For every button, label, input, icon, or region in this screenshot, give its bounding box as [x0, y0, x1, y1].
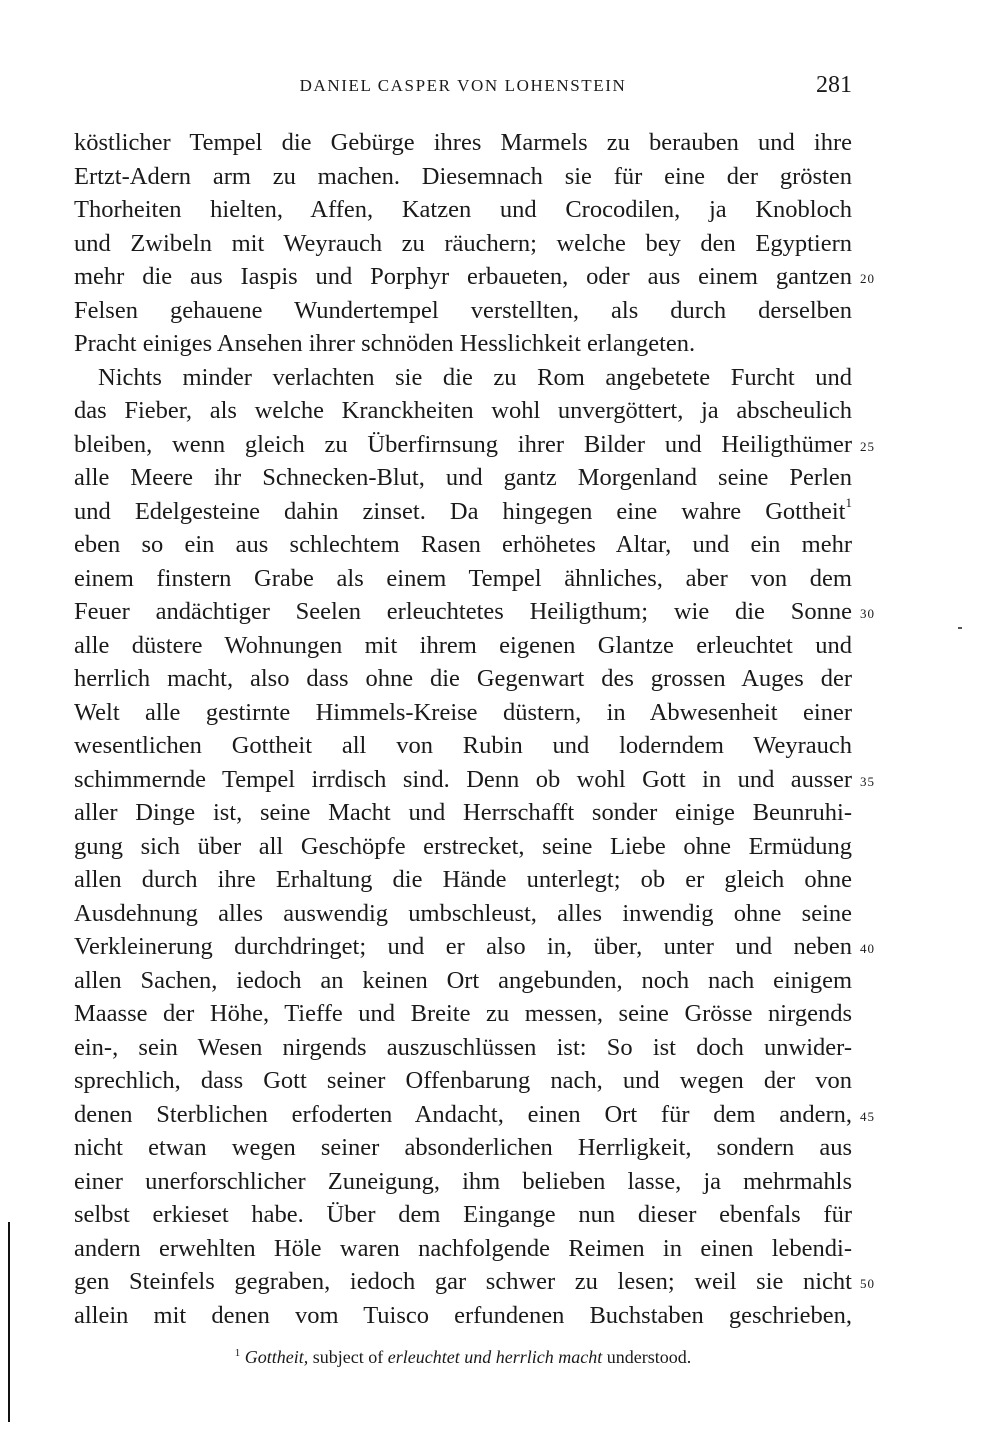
text-line: [74, 528, 852, 562]
line-text: mehr die aus Iaspis und Porphyr erbaueten, oder aus einem gantzen: [74, 263, 852, 290]
text-line: [74, 729, 852, 763]
text-line: [74, 260, 875, 294]
line-text: Pracht einiges Ansehen ihrer schnöden Hesslichkeit erlangeten.: [74, 330, 696, 357]
line-text: herrlich macht, also dass ohne die Gegenwart des grossen Auges der: [74, 665, 852, 692]
text-line: [74, 1131, 852, 1165]
line-text: allen Sachen, iedoch an keinen Ort angebunden, noch nach einigem: [74, 966, 852, 994]
text-line: [74, 1098, 875, 1132]
line-text: selbst erkieset habe. Über dem Eingange nun dieser ebenfals für: [74, 1201, 852, 1228]
footnote-word: Gottheit,: [244, 1347, 309, 1367]
text-line: [74, 1198, 852, 1232]
footnote-mark: 1: [234, 1347, 241, 1359]
line-text: köstlicher Tempel die Gebürge ihres Marmels zu berauben und ihre: [74, 129, 852, 156]
line-text: denen Sterblichen erfoderten Andacht, einen Ort für dem andern,: [74, 1100, 852, 1128]
line-text: Felsen gehauene Wundertempel verstellten, als durch derselben: [74, 296, 852, 324]
text-line: [74, 1232, 852, 1266]
line-text: Thorheiten hielten, Affen, Katzen und Crocodilen, ja Knobloch: [74, 196, 852, 223]
line-text: einem finstern Grabe als einem Tempel ähnliches, aber von dem: [74, 564, 852, 592]
line-text: andern erwehlten Höle waren nachfolgende Reimen in einen lebendi-: [74, 1234, 852, 1262]
line-text: einer unerforschlicher Zuneigung, ihm belieben lasse, ja mehrmahls: [74, 1167, 852, 1195]
running-head: DANIEL CASPER VON LOHENSTEIN: [299, 76, 627, 95]
text-line: [74, 1064, 852, 1098]
line-number: 40: [860, 941, 875, 956]
body-text: [74, 126, 875, 1332]
line-text: schimmernde Tempel irrdisch sind. Denn ob wohl Gott in und ausser: [74, 765, 852, 793]
line-text: wesentlichen Gottheit all von Rubin und loderndem Weyrauch: [74, 732, 852, 759]
footnote-text-2: understood.: [602, 1347, 692, 1367]
line-text: Ertzt-Adern arm zu machen. Diesemnach sie für eine der grösten: [74, 162, 852, 190]
text-line: [74, 662, 852, 696]
text-line: [74, 394, 852, 428]
line-text: ein-, sein Wesen nirgends auszuschlüssen ist: So ist doch unwider-: [74, 1033, 852, 1061]
text-line: [74, 227, 852, 261]
line-text: Verkleinerung durchdringet; und er also in, über, unter und neben: [74, 933, 852, 960]
line-text: sprechlich, dass Gott seiner Offenbarung nach, und wegen der von: [74, 1067, 852, 1094]
footnote-reference: 1: [845, 495, 852, 511]
text-line: [74, 629, 852, 663]
line-text: alle Meere ihr Schnecken-Blut, und gantz Morgenland seine Perlen: [74, 464, 852, 491]
text-line: [74, 897, 852, 931]
line-text: Ausdehnung alles auswendig umbschleust, alles inwendig ohne seine: [74, 899, 852, 927]
footnote: [74, 1347, 852, 1368]
text-line: [74, 495, 852, 529]
line-number: 25: [860, 438, 875, 454]
text-line: [74, 461, 852, 495]
text-line: [74, 763, 875, 797]
text-line: [74, 1165, 852, 1199]
text-line: [74, 361, 852, 395]
line-text: und Edelgesteine dahin zinset. Da hingegen eine wahre Gottheit: [74, 497, 846, 525]
text-line: [74, 964, 852, 998]
page-header: [74, 72, 852, 106]
text-line: [74, 1031, 852, 1065]
line-text: Welt alle gestirnte Himmels-Kreise düstern, in Abwesenheit einer: [74, 698, 852, 726]
text-line: [74, 696, 852, 730]
line-text: Feuer andächtiger Seelen erleuchtetes Heiligthum; wie die Sonne: [74, 598, 852, 625]
text-line: [74, 1265, 875, 1299]
text-line: [74, 294, 852, 328]
text-line: [74, 1299, 852, 1333]
text-line: [74, 562, 852, 596]
text-line: [74, 193, 852, 227]
text-line: [74, 160, 852, 194]
line-text: das Fieber, als welche Kranckheiten wohl unvergöttert, ja abscheulich: [74, 397, 852, 424]
text-line: [74, 796, 852, 830]
footnote-text-1: subject of: [308, 1347, 388, 1367]
line-text: gen Steinfels gegraben, iedoch gar schwer zu lesen; weil sie nicht: [74, 1268, 852, 1295]
line-number: 45: [860, 1108, 875, 1124]
line-text: gung sich über all Geschöpfe erstrecket, seine Liebe ohne Ermüdung: [74, 832, 852, 860]
line-text: bleiben, wenn gleich zu Überfirnsung ihrer Bilder und Heiligthümer: [74, 430, 852, 458]
line-number: 50: [860, 1276, 875, 1291]
text-line: [74, 126, 852, 160]
text-line: [74, 830, 852, 864]
line-text: alle düstere Wohnungen mit ihrem eigenen Glantze erleuchtet und: [74, 631, 852, 659]
line-number: 35: [860, 773, 875, 789]
line-text: aller Dinge ist, seine Macht und Herrschafft sonder einige Beunruhi-: [74, 799, 852, 826]
text-line: [74, 428, 875, 462]
footnote-phrase: erleuchtet und herrlich macht: [387, 1347, 603, 1367]
text-line: [74, 997, 852, 1031]
text-line: [74, 930, 875, 964]
text-line: [74, 595, 875, 629]
line-text: allein mit denen vom Tuisco erfundenen Buchstaben geschrieben,: [74, 1301, 852, 1329]
line-number: 20: [860, 271, 875, 286]
page-number: 281: [816, 72, 852, 98]
line-number: 30: [860, 606, 875, 621]
scan-speck: [958, 627, 962, 629]
scan-edge-line: [8, 1222, 10, 1422]
line-text: allen durch ihre Erhaltung die Hände unterlegt; ob er gleich ohne: [74, 866, 852, 893]
line-text: Maasse der Höhe, Tieffe und Breite zu messen, seine Grösse nirgends: [74, 1000, 852, 1027]
text-line: [74, 327, 852, 361]
line-text: Nichts minder verlachten sie die zu Rom angebetete Furcht und: [98, 363, 852, 391]
line-text: nicht etwan wegen seiner absonderlichen Herrligkeit, sondern aus: [74, 1134, 852, 1161]
line-text: und Zwibeln mit Weyrauch zu räuchern; welche bey den Egyptiern: [74, 229, 852, 257]
text-line: [74, 863, 852, 897]
line-text: eben so ein aus schlechtem Rasen erhöhetes Altar, und ein mehr: [74, 531, 852, 558]
